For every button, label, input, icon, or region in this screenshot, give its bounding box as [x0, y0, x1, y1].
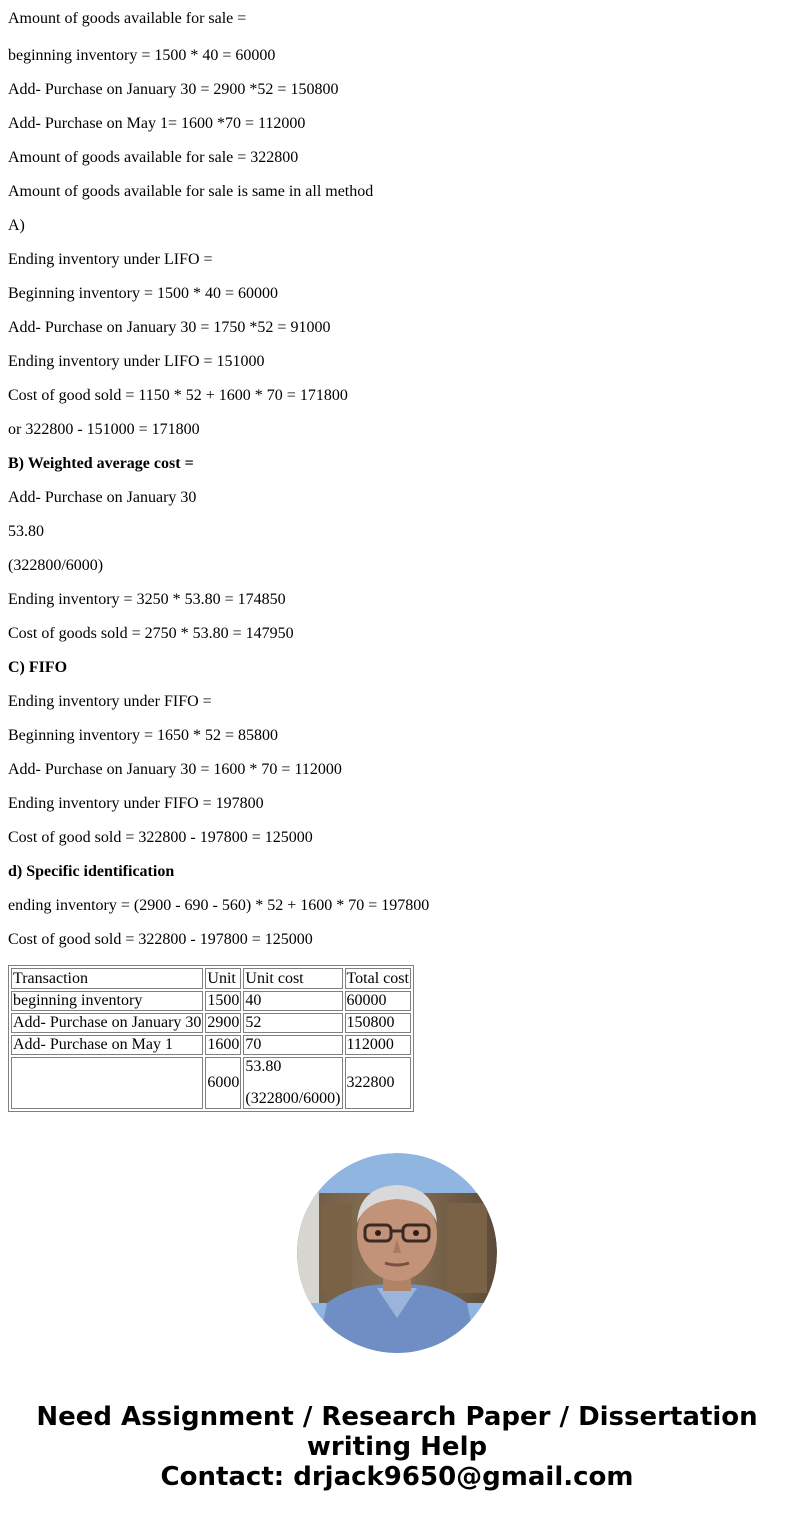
bold-text: C) FIFO [8, 659, 68, 676]
solution-text [8, 0, 786, 955]
inventory-table [8, 965, 414, 1112]
solution-line: beginning inventory = 1500 * 40 = 60000 [8, 47, 276, 64]
table-cell: 40 [243, 991, 342, 1011]
table-cell: 60000 [345, 991, 411, 1011]
solution-line: Ending inventory under FIFO = [8, 693, 212, 710]
solution-line: Amount of goods available for sale = 322800 [8, 149, 299, 166]
table-cell: 1500 [207, 992, 240, 1009]
solution-line: Ending inventory under FIFO = 197800 [8, 795, 264, 812]
solution-line: (322800/6000) [8, 557, 104, 574]
solution-line: Add- Purchase on May 1= 1600 *70 = 112000 [8, 115, 306, 132]
solution-line: Ending inventory = 3250 * 53.80 = 174850 [8, 591, 286, 608]
average-cost-value: 53.80 [245, 1058, 282, 1075]
solution-line: Ending inventory under LIFO = [8, 251, 213, 268]
table-cell: 70 [243, 1035, 342, 1055]
section-heading [8, 649, 786, 683]
table-header-cell: Unit [205, 968, 241, 989]
table-cell: 1600 [207, 1036, 240, 1053]
author-avatar [297, 1153, 497, 1353]
table-cell: Add- Purchase on May 1 [11, 1035, 203, 1055]
table-header-row [11, 968, 411, 989]
solution-line: Cost of good sold = 322800 - 197800 = 125000 [8, 829, 313, 846]
table-header-cell: Transaction [11, 968, 203, 989]
section-heading [8, 853, 786, 887]
solution-line: A) [8, 217, 25, 234]
solution-line: Beginning inventory = 1500 * 40 = 60000 [8, 285, 279, 302]
table-cell: 150800 [345, 1013, 411, 1033]
table-cell: 322800 [345, 1057, 411, 1109]
solution-line: Beginning inventory = 1650 * 52 = 85800 [8, 727, 279, 744]
table-cell: 112000 [345, 1035, 411, 1055]
table-cell [11, 1057, 203, 1109]
table-cell: 52 [243, 1013, 342, 1033]
solution-line: 53.80 [8, 523, 44, 540]
table-cell-unit-cost [243, 1057, 342, 1109]
solution-line: ending inventory = (2900 - 690 - 560) * 52 + 1600 * 70 = 197800 [8, 897, 430, 914]
table-row [11, 1035, 411, 1055]
solution-line: Amount of goods available for sale is same in all method [8, 183, 374, 200]
solution-line: Add- Purchase on January 30 = 1600 * 70 = 112000 [8, 761, 342, 778]
table-cell: 2900 [207, 1014, 240, 1031]
table-row [11, 991, 411, 1011]
solution-line: Ending inventory under LIFO = 151000 [8, 353, 265, 370]
solution-line: Add- Purchase on January 30 = 2900 *52 = 150800 [8, 81, 339, 98]
table-cell: beginning inventory [11, 991, 203, 1011]
table-total-row [11, 1057, 411, 1109]
promo-banner [0, 1402, 794, 1492]
table-row [11, 1013, 411, 1033]
solution-line: or 322800 - 151000 = 171800 [8, 421, 200, 438]
solution-line: Cost of good sold = 1150 * 52 + 1600 * 70 = 171800 [8, 387, 348, 404]
solution-line: Amount of goods available for sale = [8, 10, 247, 27]
solution-line: Cost of good sold = 322800 - 197800 = 125000 [8, 931, 313, 948]
promo-line: writing Help [306, 1432, 488, 1462]
average-cost-formula: (322800/6000) [245, 1090, 341, 1107]
bold-text: d) Specific identification [8, 863, 175, 880]
solution-line: Cost of goods sold = 2750 * 53.80 = 147950 [8, 625, 294, 642]
table-header-cell: Total cost [345, 968, 411, 989]
solution-line: Add- Purchase on January 30 [8, 489, 197, 506]
promo-line: Need Assignment / Research Paper / Dissertation [36, 1402, 758, 1432]
author-photo [297, 1153, 497, 1353]
contact-email[interactable]: Contact: drjack9650@gmail.com [160, 1462, 634, 1492]
section-heading [8, 445, 786, 479]
table-cell: Add- Purchase on January 30 [13, 1014, 202, 1031]
cell-spacer [245, 1076, 340, 1090]
bold-text: B) Weighted average cost = [8, 455, 194, 472]
solution-line: Add- Purchase on January 30 = 1750 *52 = 91000 [8, 319, 331, 336]
table-header-cell: Unit cost [243, 968, 342, 989]
table-cell: 6000 [205, 1057, 241, 1109]
